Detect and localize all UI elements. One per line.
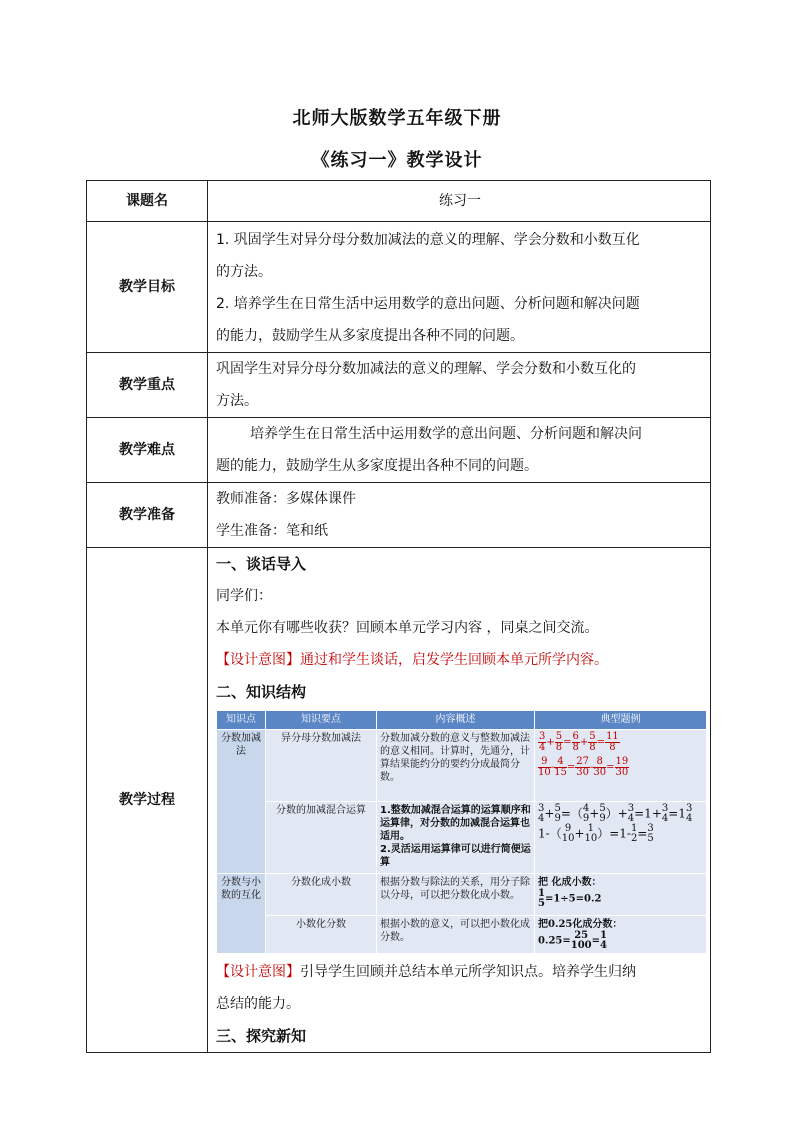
knowledge-example: $\frac{3}{4}$ + $\frac{5}{8}$ = $\frac{6}{8}$ + $\frac{5}{8}$ = $\frac{11}{8}$ $\frac{9}{10}$ - $\frac{4}{15}$ = $\frac{27}{30}$ - $\frac{8}{30}$ = $\frac{19}{30}$ <box>535 730 707 802</box>
header-cell: 知识点 <box>217 711 266 730</box>
lesson-plan-table <box>86 180 711 1053</box>
knowledge-header-row <box>217 711 707 730</box>
knowledge-desc: 根据小数的意义，可以把小数化成分数。 <box>377 916 535 954</box>
preparation-content <box>208 483 711 548</box>
label-objectives: 教学目标 <box>87 222 208 353</box>
header-cell: 典型题例 <box>535 711 707 730</box>
knowledge-row <box>217 874 707 916</box>
row-process <box>87 548 711 1053</box>
knowledge-example: 把 化成小数： 1 5 =1÷5=0.2 <box>535 874 707 916</box>
row-topic <box>87 181 711 222</box>
section-heading-structure: 二、知识结构 <box>216 683 307 701</box>
knowledge-row <box>217 730 707 802</box>
teacher-prep: 教师准备：多媒体课件 <box>216 491 356 507</box>
knowledge-key: 分数的加减混合运算 <box>266 802 377 874</box>
label-process: 教学过程 <box>87 548 208 1053</box>
row-key-points <box>87 353 711 418</box>
header-cell: 知识要点 <box>266 711 377 730</box>
topic-value: 练习一 <box>208 181 711 222</box>
knowledge-example: 把0.25化成分数： 0.25= 25 100 = 1 4 <box>535 916 707 954</box>
design-intent-1 <box>216 644 704 676</box>
intent-text: 通过和学生谈话，启发学生回顾本单元所学内容。 <box>300 652 608 668</box>
student-prep: 学生准备：笔和纸 <box>216 523 328 539</box>
knowledge-row <box>217 916 707 954</box>
label-key-points: 教学重点 <box>87 353 208 418</box>
objective-line: 1. 巩固学生对异分母分数加减法的意义的理解、学会分数和小数互化 <box>216 232 640 248</box>
header-cell: 内容概述 <box>377 711 535 730</box>
section-heading-intro: 一、谈话导入 <box>216 555 307 573</box>
difficulty-line: 题的能力，鼓励学生从多家度提出各种不同的问题。 <box>216 458 538 474</box>
intent-text-continued: 总结的能力。 <box>216 996 300 1012</box>
knowledge-desc: 1.整数加减混合运算的运算顺序和运算律，对分数的加减混合运算也适用。 2.灵活运用运算律可以进行简便运算 <box>377 802 535 874</box>
row-objectives <box>87 222 711 353</box>
intent-tag: 【设计意图】 <box>216 652 300 668</box>
key-points-content <box>208 353 711 418</box>
knowledge-key: 分数化成小数 <box>266 874 377 916</box>
section-heading-explore: 三、探究新知 <box>216 1027 307 1045</box>
knowledge-row <box>217 802 707 874</box>
process-content <box>208 548 711 1053</box>
key-point-line: 方法。 <box>216 393 258 409</box>
label-topic: 课题名 <box>87 181 208 222</box>
document-subtitle: 《练习一》教学设计 <box>311 150 483 171</box>
difficulties-content <box>208 418 711 483</box>
knowledge-structure-table <box>216 710 707 954</box>
intent-text: 引导学生回顾并总结本单元所学知识点。培养学生归纳 <box>300 964 636 980</box>
knowledge-desc: 根据分数与除法的关系，用分子除以分母，可以把分数化成小数。 <box>377 874 535 916</box>
knowledge-example: 3 4 + 5 9 =（ 4 9 + 5 9 ）+ 3 4 =1+ 3 4 =1 3 4 1-（ 9 10 + 1 10 ）=1- 1 2 = 3 5 <box>535 802 707 874</box>
document-title: 北师大版数学五年级下册 <box>292 108 502 129</box>
row-preparation <box>87 483 711 548</box>
objective-line: 的方法。 <box>216 264 272 280</box>
row-difficulties <box>87 418 711 483</box>
knowledge-key: 异分母分数加减法 <box>266 730 377 802</box>
key-point-line: 巩固学生对异分母分数加减法的意义的理解、学会分数和小数互化的 <box>216 361 636 377</box>
objective-line: 的能力，鼓励学生从多家度提出各种不同的问题。 <box>216 328 524 344</box>
knowledge-desc: 分数加减分数的意义与整数加减法的意义相同。计算时，先通分，计算结果能约分的要约分成最简分数。 <box>377 730 535 802</box>
knowledge-point: 分数加减法 <box>217 730 266 874</box>
objective-line: 2. 培养学生在日常生活中运用数学的意出问题、分析问题和解决问题 <box>216 296 640 312</box>
design-intent-2 <box>216 956 704 988</box>
label-preparation: 教学准备 <box>87 483 208 548</box>
knowledge-key: 小数化分数 <box>266 916 377 954</box>
label-difficulties: 教学难点 <box>87 418 208 483</box>
intent-tag: 【设计意图】 <box>216 964 300 980</box>
objectives-content <box>208 222 711 353</box>
difficulty-line: 培养学生在日常生活中运用数学的意出问题、分析问题和解决问 <box>250 426 642 442</box>
intro-question: 本单元你有哪些收获？回顾本单元学习内容 ，同桌之间交流。 <box>216 620 599 636</box>
greeting: 同学们： <box>216 588 272 604</box>
knowledge-point: 分数与小数的互化 <box>217 874 266 954</box>
